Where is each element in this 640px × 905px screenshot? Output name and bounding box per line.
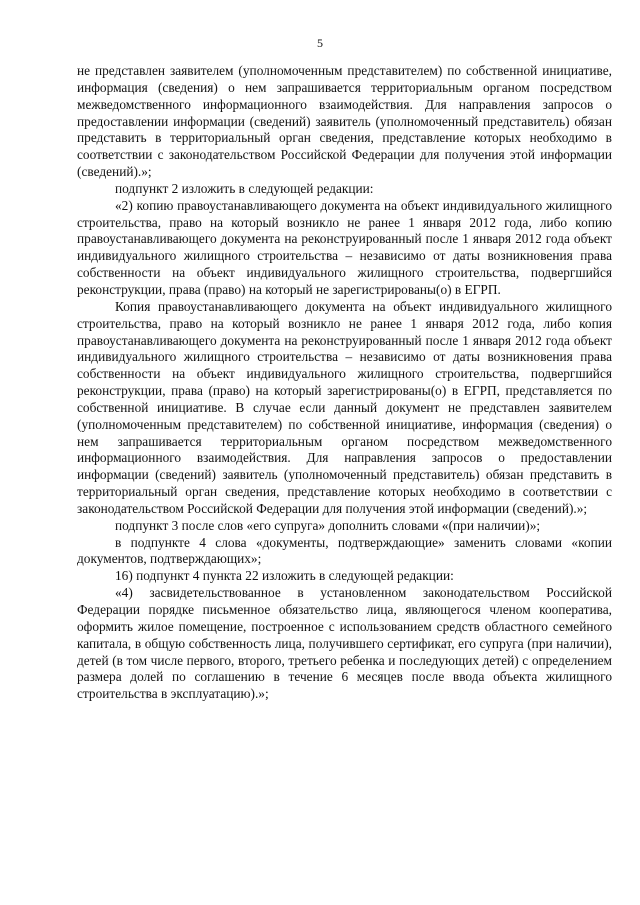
- paragraph: «2) копию правоустанавливающего документа на объект индивидуального жилищного строительства, право на который возникло не ранее 1 января 2012 года, либо копию правоустанавливающего документа на реконструированный после 1 января 2012 года объект индивидуального жилищного строительства – независимо от даты возникновения права собственности на объект индивидуального жилищного строительства, подвергшийся реконструкции, права (право) на который не зарегистрированы(о) в ЕГРП.: [77, 197, 612, 297]
- paragraph: не представлен заявителем (уполномоченным представителем) по собственной инициативе, информация (сведения) о нем запрашивается территориальным органом посредством межведомственного информационного взаимодействия. Для направления запросов о предоставлении информации (сведений) заявитель (уполномоченный представитель) обязан представить в территориальный орган сведения, представление которых необходимо в соответствии с законодательством Российской Федерации для получения этой информации (сведений).»;: [77, 63, 612, 180]
- paragraph: в подпункте 4 слова «документы, подтверждающие» заменить словами «копии документов, подтверждающих»;: [77, 534, 612, 567]
- paragraph: Копия правоустанавливающего документа на объект индивидуального жилищного строительства, право на который возникло не ранее 1 января 2012 года, либо копия правоустанавливающего документа на реконструированный после 1 января 2012 года объект индивидуального жилищного строительства – независимо от даты возникновения права собственности на объект индивидуального жилищного строительства, подвергшийся реконструкции, права (право) на который зарегистрированы(о) в ЕГРП, представляется по собственной инициативе. В случае если данный документ не представлен заявителем (уполномоченным представителем) по собственной инициативе, информация (сведения) о нем запрашивается территориальным органом посредством межведомственного информационного взаимодействия. Для направления запросов о предоставлении информации (сведений) заявитель (уполномоченный представитель) обязан представить в территориальный орган сведения, представление которых необходимо в соответствии с законодательством Российской Федерации для получения этой информации (сведений).»;: [77, 298, 612, 516]
- paragraph: подпункт 3 после слов «его супруга» дополнить словами «(при наличии)»;: [115, 517, 541, 533]
- document-body: [77, 63, 612, 703]
- paragraph: 16) подпункт 4 пункта 22 изложить в следующей редакции:: [115, 568, 454, 584]
- paragraph: подпункт 2 изложить в следующей редакции:: [115, 180, 374, 196]
- paragraph: «4) засвидетельствованное в установленном законодательством Российской Федерации порядке письменное обязательство лица, являющегося членом кооператива, оформить жилое помещение, построенное с использованием средств областного семейного капитала, в общую собственность лица, получившего сертификат, его супруга (при наличии), детей (в том числе первого, второго, третьего ребенка и последующих детей) с определением размера долей по соглашению в течение 6 месяцев после ввода объекта жилищного строительства в эксплуатацию).»;: [77, 585, 612, 702]
- page-number: 5: [317, 36, 323, 50]
